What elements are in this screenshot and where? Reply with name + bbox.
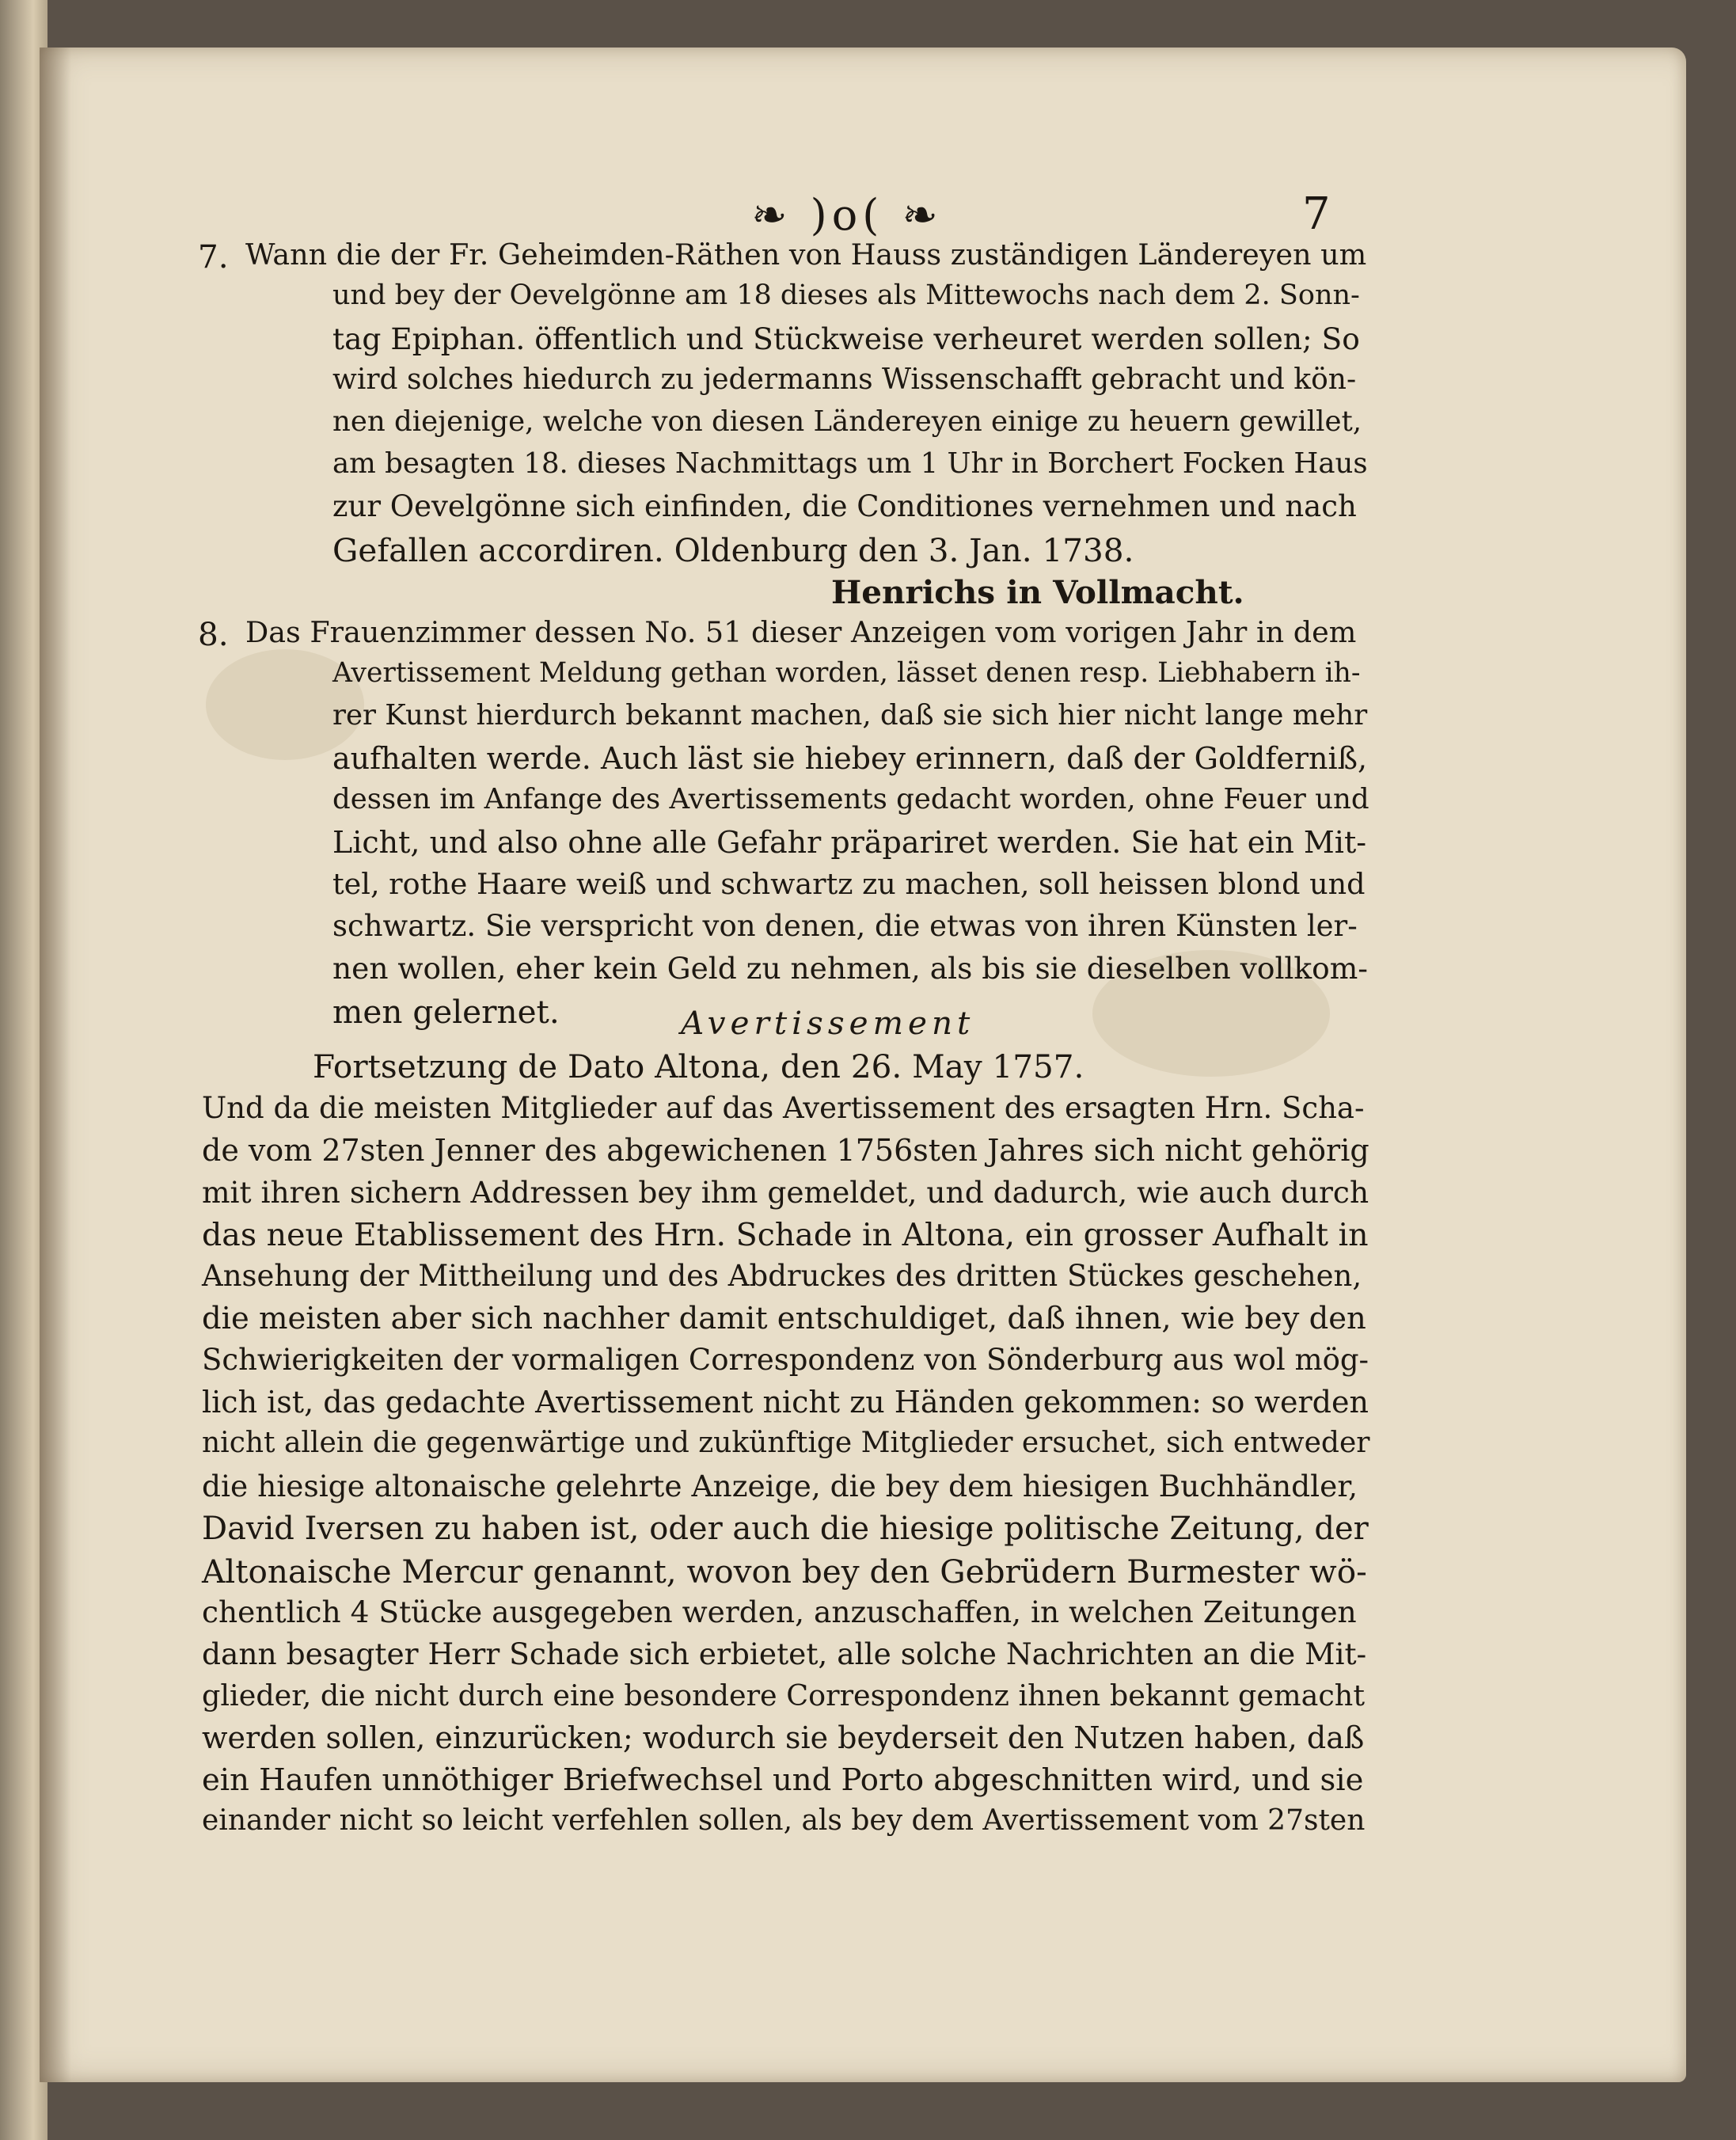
text-line: Avertissement Meldung gethan worden, lässet denen resp. Liebhabern ih- (332, 657, 1361, 689)
text-line: am besagten 18. dieses Nachmittags um 1 Uhr in Borchert Focken Haus (332, 447, 1368, 480)
section-heading: Avertissement (681, 1004, 975, 1042)
text-line: nicht allein die gegenwärtige und zukünftige Mitglieder ersuchet, sich entweder (202, 1427, 1370, 1459)
text-line: die meisten aber sich nachher damit entschuldiget, daß ihnen, wie bey den (202, 1301, 1366, 1336)
text-line: werden sollen, einzurücken; wodurch sie beyderseit den Nutzen haben, daß (202, 1720, 1365, 1755)
section-subheading: Fortsetzung de Dato Altona, den 26. May 1757. (313, 1047, 1085, 1085)
text-line: rer Kunst hierdurch bekannt machen, daß sie sich hier nicht lange mehr (332, 699, 1368, 732)
text-line: ein Haufen unnöthiger Briefwechsel und Porto abgeschnitten wird, und sie (202, 1762, 1364, 1798)
text-line: de vom 27sten Jenner des abgewichenen 1756sten Jahres sich nicht gehörig (202, 1133, 1369, 1168)
page-gutter-shadow (40, 48, 71, 2082)
text-line: Ansehung der Mittheilung und des Abdruckes des dritten Stückes geschehen, (202, 1259, 1362, 1293)
text-line: Licht, und also ohne alle Gefahr präpariret werden. Sie hat ein Mit- (332, 825, 1367, 860)
text-line: tel, rothe Haare weiß und schwartz zu machen, soll heissen blond und (332, 867, 1366, 901)
text-line: men gelernet. (332, 993, 560, 1031)
text-line: tag Epiphan. öffentlich und Stückweise verheuret werden sollen; So (332, 321, 1360, 356)
text-line: einander nicht so leicht verfehlen sollen, als bey dem Avertissement vom 27sten (202, 1804, 1366, 1837)
text-line: nen wollen, eher kein Geld zu nehmen, als bis sie dieselben vollkom- (332, 951, 1368, 986)
text-line: und bey der Oevelgönne am 18 dieses als Mittewochs nach dem 2. Sonn- (332, 279, 1360, 311)
text-line: mit ihren sichern Addressen bey ihm gemeldet, und dadurch, wie auch durch (202, 1175, 1369, 1210)
text-line: aufhalten werde. Auch läst sie hiebey erinnern, daß der Goldferniß, (332, 741, 1368, 776)
text-line: Gefallen accordiren. Oldenburg den 3. Jan. 1738. (332, 531, 1134, 569)
text-line: Das Frauenzimmer dessen No. 51 dieser Anzeigen vom vorigen Jahr in dem (245, 615, 1357, 649)
text-line: David Iversen zu haben ist, oder auch die hiesige politische Zeitung, der (202, 1511, 1369, 1547)
entry-number: 8. (198, 615, 229, 653)
text-line: glieder, die nicht durch eine besondere Correspondenz ihnen bekannt gemacht (202, 1678, 1365, 1712)
text-line: nen diejenige, welche von diesen Ländereyen einige zu heuern gewillet, (332, 405, 1362, 438)
text-line: lich ist, das gedachte Avertissement nicht zu Händen gekommen: so werden (202, 1385, 1369, 1420)
text-line: schwartz. Sie verspricht von denen, die etwas von ihren Künsten ler- (332, 909, 1358, 943)
text-line: Wann die der Fr. Geheimden-Räthen von Hauss zuständigen Ländereyen um (245, 238, 1367, 272)
text-line: dessen im Anfange des Avertissements gedacht worden, ohne Feuer und (332, 783, 1369, 815)
page-number: 7 (1302, 188, 1331, 240)
text-line: Altonaische Mercur genannt, wovon bey den Gebrüdern Burmester wö- (202, 1553, 1367, 1591)
text-line: wird solches hiedurch zu jedermanns Wissenschafft gebracht und kön- (332, 363, 1357, 396)
entry-number: 7. (198, 238, 229, 276)
signature: Henrichs in Vollmacht. (831, 573, 1244, 611)
text-line: Und da die meisten Mitglieder auf das Avertissement des ersagten Hrn. Scha- (202, 1091, 1365, 1125)
text-line: Schwierigkeiten der vormaligen Correspondenz von Sönderburg aus wol mög- (202, 1343, 1369, 1377)
text-line: das neue Etablissement des Hrn. Schade in Altona, ein grosser Aufhalt in (202, 1217, 1369, 1253)
text-line: zur Oevelgönne sich einfinden, die Conditiones vernehmen und nach (332, 489, 1357, 523)
text-line: dann besagter Herr Schade sich erbietet, alle solche Nachrichten an die Mit- (202, 1636, 1367, 1671)
text-line: chentlich 4 Stücke ausgegeben werden, anzuschaffen, in welchen Zeitungen (202, 1595, 1357, 1629)
page-header-ornament: ❧ )o( ❧ (751, 190, 943, 240)
text-line: die hiesige altonaische gelehrte Anzeige, die bey dem hiesigen Buchhändler, (202, 1469, 1358, 1503)
